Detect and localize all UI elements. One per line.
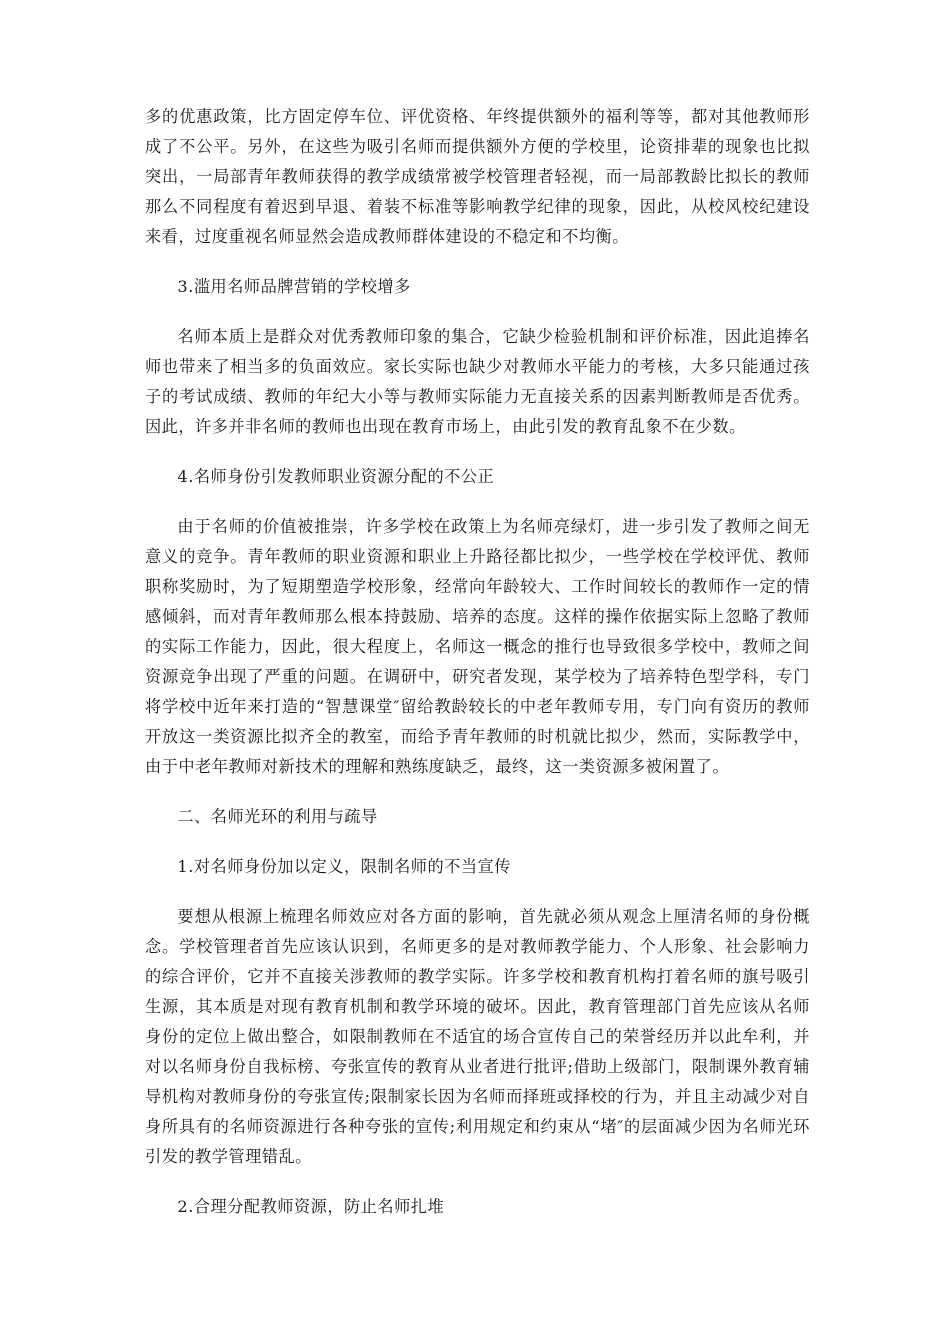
document-page — [145, 0, 810, 1222]
subheading-3: 3.滥用名师品牌营销的学校增多 — [177, 277, 411, 296]
paragraph-brand-marketing: 名师本质上是群众对优秀教师印象的集合，它缺少检验机制和评价标准，因此追捧名师也带来了相当多的负面效应。家长实际也缺少对教师水平能力的考核，大多只能通过孩子的考试成绩、教师的年纪大小等与教师实际能力无直接关系的因素判断教师是否优秀。因此，许多并非名师的教师也出现在教育市场上，由此引发的教育乱象不在少数。 — [145, 327, 810, 436]
paragraph-continued: 多的优惠政策，比方固定停车位、评优资格、年终提供额外的福利等等，都对其他教师形成了不公平。另外，在这些为吸引名师而提供额外方便的学校里，论资排辈的现象也比拟突出，一局部青年教师获得的教学成绩常被学校管理者轻视，而一局部教龄比拟长的教师那么不同程度有着迟到早退、着装不标准等影响教学纪律的现象，因此，从校风校纪建设来看，过度重视名师显然会造成教师群体建设的不稳定和不均衡。 — [145, 107, 810, 246]
subheading-2-2: 2.合理分配教师资源，防止名师扎堆 — [177, 1197, 445, 1216]
subheading-2-1: 1.对名师身份加以定义，限制名师的不当宣传 — [177, 857, 511, 876]
paragraph-resource-allocation: 由于名师的价值被推崇，许多学校在政策上为名师亮绿灯，进一步引发了教师之间无意义的竞争。青年教师的职业资源和职业上升路径都比拟少，一些学校在学校评优、教师职称奖励时，为了短期塑造学校形象，经常向年龄较大、工作时间较长的教师作一定的情感倾斜，而对青年教师那么根本持鼓励、培养的态度。这样的操作依据实际上忽略了教师的实际工作能力，因此，很大程度上，名师这一概念的推行也导致很多学校中，教师之间资源竞争出现了严重的问题。在调研中，研究者发现，某学校为了培养特色型学科，专门将学校中近年来打造的“智慧课堂″留给教龄较长的中老年教师专用，专门向有资历的教师开放这一类资源比拟齐全的教室，而给予青年教师的时机就比拟少，然而，实际教学中，由于中老年教师对新技术的理解和熟练度缺乏，最终，这一类资源多被闲置了。 — [145, 517, 810, 776]
paragraph-define-identity: 要想从根源上梳理名师效应对各方面的影响，首先就必须从观念上厘清名师的身份概念。学校管理者首先应该认识到，名师更多的是对教师教学能力、个人形象、社会影响力的综合评价，它并不直接关涉教师的教学实际。许多学校和教育机构打着名师的旗号吸引生源，其本质是对现有教育机制和教学环境的破坏。因此，教育管理部门首先应该从名师身份的定位上做出整合，如限制教师在不适宜的场合宣传自己的荣誉经历并以此牟利，并对以名师身份自我标榜、夸张宣传的教育从业者进行批评;借助上级部门，限制课外教育辅导机构对教师身份的夸张宣传;限制家长因为名师而择班或择校的行为，并且主动减少对自身所具有的名师资源进行各种夸张的宣传;利用规定和约束从“堵″的层面减少因为名师光环引发的教学管理错乱。 — [145, 907, 810, 1166]
section-heading-2: 二、名师光环的利用与疏导 — [177, 807, 378, 826]
subheading-4: 4.名师身份引发教师职业资源分配的不公正 — [177, 467, 495, 486]
